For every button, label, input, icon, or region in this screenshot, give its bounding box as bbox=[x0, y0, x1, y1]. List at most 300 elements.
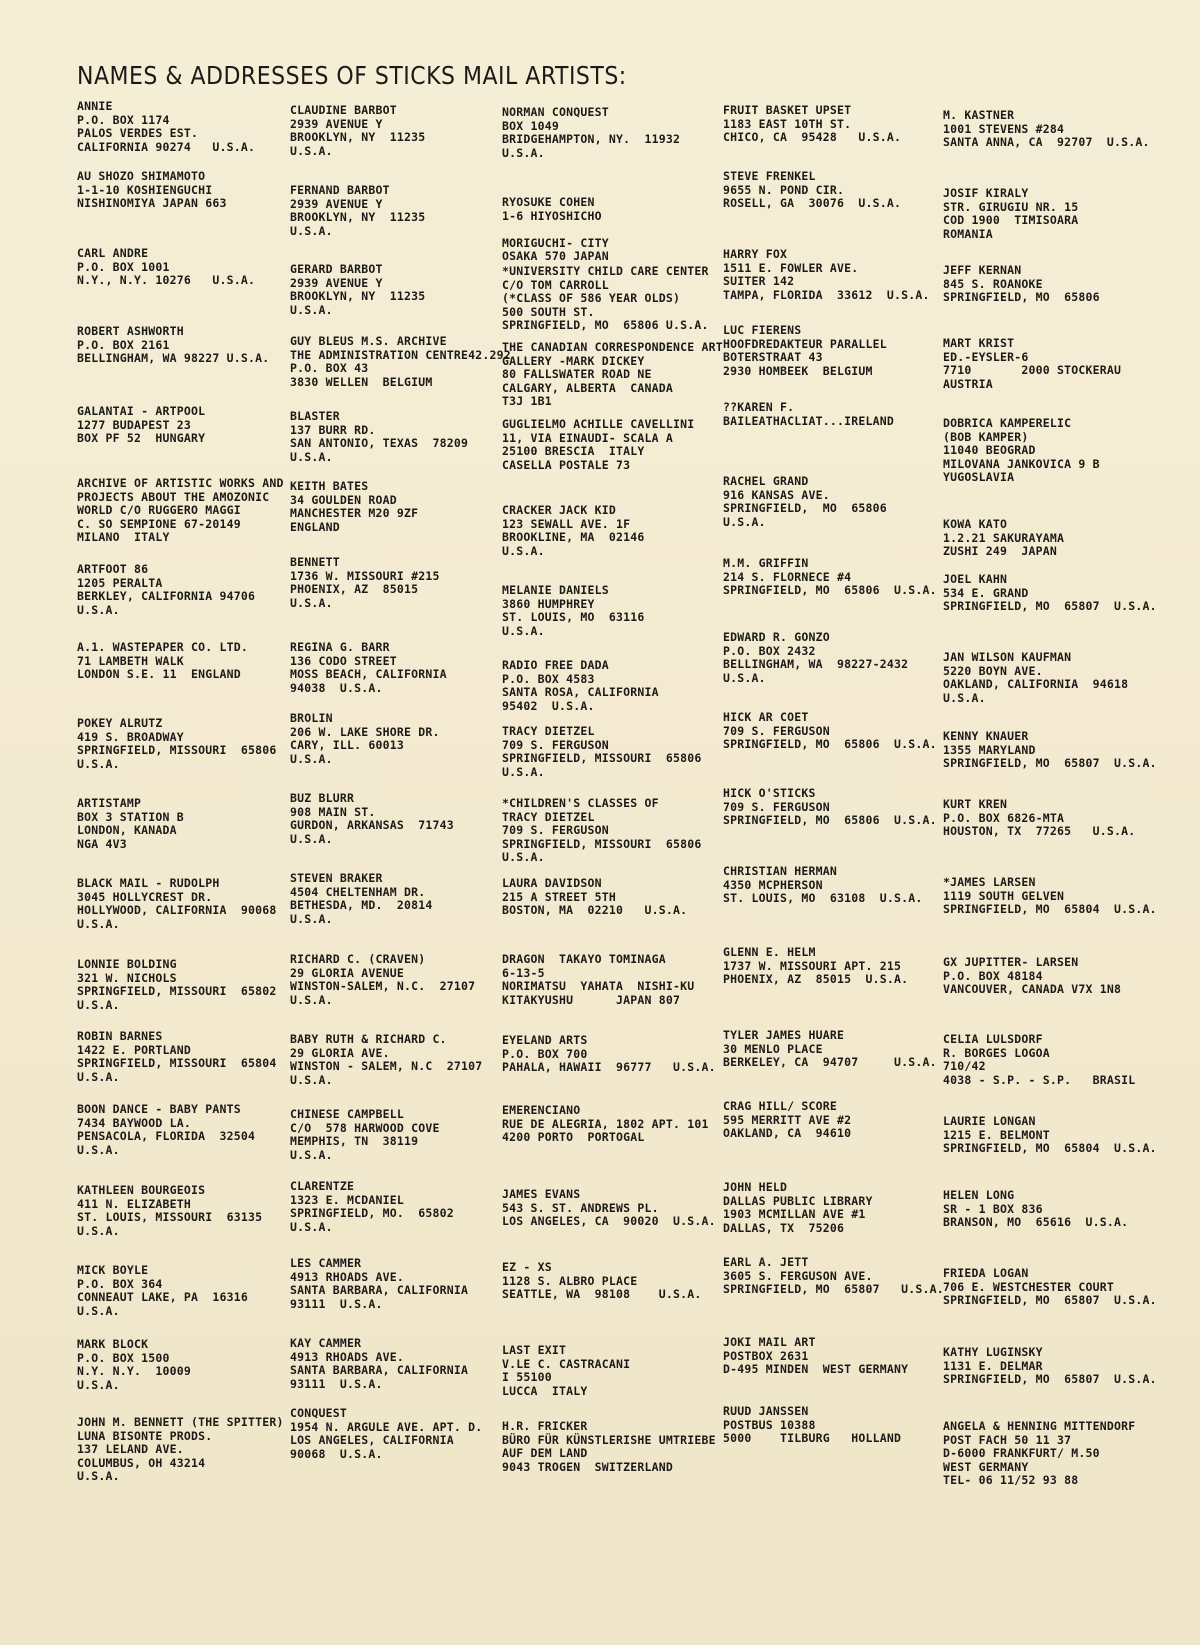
address-entry bbox=[502, 504, 644, 558]
entry-address-line: 5000 TILBURG HOLLAND bbox=[723, 1431, 902, 1445]
entry-name: GALANTAI - ARTPOOL bbox=[77, 404, 206, 418]
entry-name: HICK AR COET bbox=[723, 710, 809, 724]
entry-address-line: BETHESDA, MD. 20814 bbox=[290, 898, 433, 912]
entry-name: HARRY FOX bbox=[723, 247, 788, 261]
entry-address-line: 1128 S. ALBRO PLACE bbox=[502, 1273, 638, 1288]
entry-address-line: 80 FALLSWATER ROAD NE bbox=[502, 367, 652, 381]
entry-name: KATHY LUGINSKY bbox=[943, 1345, 1043, 1359]
entry-address-line: SPRINGFIELD, MO 65806 bbox=[723, 501, 887, 515]
entry-address-line: BOSTON, MA 02210 U.S.A. bbox=[502, 903, 688, 917]
entry-address-line: 29 GLORIA AVE. bbox=[290, 1045, 390, 1060]
entry-name: CARL ANDRE bbox=[77, 246, 149, 260]
entry-address-line: U.S.A. bbox=[290, 1147, 333, 1162]
entry-address-line: 93111 U.S.A. bbox=[290, 1296, 383, 1311]
entry-name: MARK BLOCK bbox=[77, 1337, 149, 1351]
address-entry bbox=[290, 792, 454, 846]
entry-address-line: GALLERY -MARK DICKEY bbox=[502, 353, 645, 368]
entry-address-line: MEMPHIS, TN 38119 bbox=[290, 1134, 419, 1148]
entry-address-line: 5220 BOYN AVE. bbox=[943, 663, 1043, 678]
entry-address-line: 1-1-10 KOSHIENGUCHI bbox=[77, 182, 213, 197]
entry-address-line: SPRINGFIELD, MISSOURI 65806 bbox=[502, 836, 702, 851]
entry-address-line: (BOB KAMPER) bbox=[943, 429, 1029, 444]
address-entry bbox=[723, 170, 901, 211]
entry-address-line: 1737 W. MISSOURI APT. 215 bbox=[723, 958, 902, 973]
entry-name: BOON DANCE - BABY PANTS bbox=[77, 1102, 241, 1116]
entry-address-line: ROSELL, GA 30076 U.S.A. bbox=[723, 196, 902, 210]
address-entry bbox=[943, 1115, 1157, 1156]
entry-address-line: 500 SOUTH ST. bbox=[502, 304, 595, 319]
entry-name: FRIEDA LOGAN bbox=[943, 1266, 1029, 1280]
entry-address-line: 1131 E. DELMAR bbox=[943, 1358, 1043, 1373]
entry-address-line: 709 S. FERGUSON bbox=[723, 723, 830, 738]
address-entry bbox=[290, 184, 425, 238]
entry-name: CELIA LULSDORF bbox=[943, 1032, 1043, 1046]
address-entry bbox=[77, 170, 227, 211]
address-entry bbox=[290, 480, 418, 534]
entry-name: DRAGON TAKAYO TOMINAGA bbox=[502, 952, 666, 966]
address-entry bbox=[943, 1346, 1157, 1387]
entry-address-line: SPRINGFIELD, MO 65807 U.S.A. bbox=[943, 756, 1157, 770]
entry-address-line: I 55100 bbox=[502, 1370, 552, 1384]
address-entry bbox=[502, 659, 659, 713]
entry-address-line: U.S.A. bbox=[77, 1223, 120, 1238]
address-column-2 bbox=[290, 100, 511, 1640]
entry-address-line: C. SO SEMPIONE 67-20149 bbox=[77, 516, 241, 531]
entry-name: BLACK MAIL - RUDOLPH bbox=[77, 876, 220, 890]
entry-address-line: 709 S. FERGUSON bbox=[723, 799, 830, 814]
entry-address-line: U.S.A. bbox=[723, 514, 766, 529]
entry-address-line: SR - 1 BOX 836 bbox=[943, 1201, 1043, 1216]
entry-address-line: U.S.A. bbox=[77, 997, 120, 1012]
entry-name: JOHN HELD bbox=[723, 1180, 788, 1194]
entry-address-line: BAILEATHACLIAT...IRELAND bbox=[723, 413, 894, 428]
entry-address-line: HOUSTON, TX 77265 U.S.A. bbox=[943, 824, 1136, 838]
entry-name: ARTFOOT 86 bbox=[77, 562, 149, 576]
entry-name: M.M. GRIFFIN bbox=[723, 556, 809, 570]
entry-address-line: SPRINGFIELD, MO 65806 U.S.A. bbox=[723, 813, 937, 827]
entry-address-line: U.S.A. bbox=[290, 1219, 333, 1234]
address-column-5 bbox=[943, 100, 1157, 1640]
address-entry bbox=[290, 1257, 468, 1311]
entry-address-line: CASELLA POSTALE 73 bbox=[502, 457, 631, 472]
entry-address-line: YUGOSLAVIA bbox=[943, 470, 1015, 484]
entry-address-line: LONDON S.E. 11 ENGLAND bbox=[77, 667, 241, 681]
entry-address-line: P.O. BOX 48184 bbox=[943, 968, 1043, 983]
entry-address-line: SEATTLE, WA 98108 U.S.A. bbox=[502, 1287, 702, 1301]
entry-address-line: 845 S. ROANOKE bbox=[943, 276, 1043, 291]
address-entry bbox=[290, 1180, 454, 1234]
entry-address-line: 3045 HOLLYCREST DR. bbox=[77, 889, 213, 904]
address-entry bbox=[943, 264, 1100, 305]
entry-address-line: U.S.A. bbox=[290, 831, 333, 846]
entry-address-line: 1511 E. FOWLER AVE. bbox=[723, 260, 859, 275]
entry-name: ANGELA & HENNING MITTENDORF bbox=[943, 1419, 1136, 1433]
address-entry bbox=[77, 877, 276, 931]
address-entry bbox=[502, 341, 723, 409]
entry-address-line: P.O. BOX 1174 bbox=[77, 112, 170, 127]
entry-name: HELEN LONG bbox=[943, 1188, 1015, 1202]
entry-address-line: SANTA ROSA, CALIFORNIA bbox=[502, 685, 659, 699]
address-entry bbox=[77, 1416, 284, 1484]
entry-address-line: 411 N. ELIZABETH bbox=[77, 1196, 191, 1211]
address-entry bbox=[290, 872, 432, 926]
entry-address-line: 1205 PERALTA bbox=[77, 575, 163, 590]
entry-address-line: SPRINGFIELD, MO 65807 U.S.A. bbox=[723, 1282, 944, 1296]
entry-address-line: 1277 BUDAPEST 23 bbox=[77, 417, 191, 432]
entry-address-line: U.S.A. bbox=[290, 143, 333, 158]
address-entry bbox=[723, 324, 887, 378]
entry-name: LAURA DAVIDSON bbox=[502, 876, 602, 890]
entry-address-line: LUNA BISONTE PRODS. bbox=[77, 1428, 213, 1443]
entry-name: HICK O'STICKS bbox=[723, 786, 816, 800]
entry-address-line: 9655 N. POND CIR. bbox=[723, 182, 845, 197]
entry-address-line: CARY, ILL. 60013 bbox=[290, 738, 404, 752]
address-entry bbox=[723, 865, 922, 906]
entry-address-line: ST. LOUIS, MISSOURI 63135 bbox=[77, 1210, 263, 1224]
entry-name: GUGLIELMO ACHILLE CAVELLINI bbox=[502, 417, 695, 431]
entry-name: MICK BOYLE bbox=[77, 1263, 149, 1277]
address-entry bbox=[723, 248, 930, 302]
entry-address-line: P.O. BOX 364 bbox=[77, 1276, 163, 1291]
entry-address-line: U.S.A. bbox=[77, 1469, 120, 1483]
entry-address-line: 2939 AVENUE Y bbox=[290, 116, 383, 131]
entry-address-line: 710/42 bbox=[943, 1059, 986, 1073]
entry-address-line: DALLAS, TX 75206 bbox=[723, 1220, 845, 1235]
entry-name: CRACKER JACK KID bbox=[502, 503, 616, 517]
address-entry bbox=[943, 1420, 1135, 1488]
entry-address-line: BOX PF 52 HUNGARY bbox=[77, 431, 206, 445]
entry-address-line: T3J 1B1 bbox=[502, 394, 552, 408]
entry-address-line: PAHALA, HAWAII 96777 U.S.A. bbox=[502, 1060, 716, 1074]
address-entry bbox=[723, 1336, 908, 1377]
entry-address-line: CALGARY, ALBERTA CANADA bbox=[502, 380, 673, 395]
entry-address-line: SPRINGFIELD, MO. 65802 bbox=[290, 1206, 454, 1220]
entry-name: LES CAMMER bbox=[290, 1256, 362, 1270]
entry-address-line: 25100 BRESCIA ITALY bbox=[502, 444, 645, 458]
entry-address-line: 3605 S. FERGUSON AVE. bbox=[723, 1268, 873, 1283]
entry-name: JEFF KERNAN bbox=[943, 263, 1022, 277]
entry-name: MELANIE DANIELS bbox=[502, 583, 609, 597]
page-title: NAMES & ADDRESSES OF STICKS MAIL ARTISTS: bbox=[77, 62, 627, 91]
entry-address-line: SPRINGFIELD, MO 65804 U.S.A. bbox=[943, 1141, 1157, 1155]
entry-address-line: U.S.A. bbox=[77, 1303, 120, 1318]
entry-name: *JAMES LARSEN bbox=[943, 875, 1036, 889]
address-column-4 bbox=[723, 100, 944, 1640]
entry-address-line: 90068 U.S.A. bbox=[290, 1446, 383, 1461]
entry-address-line: MILOVANA JANKOVICA 9 B bbox=[943, 456, 1100, 471]
entry-address-line: N.Y. N.Y. 10009 bbox=[77, 1364, 191, 1378]
entry-address-line: LOS ANGELES, CALIFORNIA bbox=[290, 1433, 454, 1447]
entry-name: GLENN E. HELM bbox=[723, 945, 816, 959]
entry-name: RADIO FREE DADA bbox=[502, 658, 609, 672]
entry-address-line: BOX 3 STATION B bbox=[77, 809, 184, 824]
entry-name: LONNIE BOLDING bbox=[77, 957, 177, 971]
entry-address-line: 2939 AVENUE Y bbox=[290, 196, 383, 211]
entry-address-line: POST FACH 50 11 37 bbox=[943, 1432, 1072, 1447]
entry-address-line: P.O. BOX 700 bbox=[502, 1046, 588, 1061]
entry-address-line: OSAKA 570 JAPAN bbox=[502, 249, 609, 263]
entry-address-line: U.S.A. bbox=[502, 543, 545, 558]
entry-address-line: P.O. BOX 1001 bbox=[77, 259, 170, 274]
entry-name: BABY RUTH & RICHARD C. bbox=[290, 1032, 447, 1046]
entry-address-line: 11040 BEOGRAD bbox=[943, 443, 1036, 457]
entry-address-line: 93111 U.S.A. bbox=[290, 1376, 383, 1391]
entry-address-line: SPRINGFIELD, MISSOURI 65806 bbox=[502, 751, 702, 765]
entry-address-line: 30 MENLO PLACE bbox=[723, 1041, 823, 1056]
entry-address-line: AUF DEM LAND bbox=[502, 1446, 588, 1460]
address-entry bbox=[502, 584, 644, 638]
entry-address-line: BROOKLINE, MA 02146 bbox=[502, 530, 645, 544]
entry-address-line: U.S.A. bbox=[502, 145, 545, 160]
entry-name: JAN WILSON KAUFMAN bbox=[943, 650, 1072, 664]
entry-address-line: 9043 TROGEN SWITZERLAND bbox=[502, 1459, 673, 1474]
address-entry bbox=[290, 1108, 440, 1162]
entry-address-line: P.O. BOX 2432 bbox=[723, 643, 816, 658]
entry-address-line: VANCOUVER, CANADA V7X 1N8 bbox=[943, 982, 1122, 996]
address-entry bbox=[723, 711, 937, 752]
entry-name: A.1. WASTEPAPER CO. LTD. bbox=[77, 640, 248, 654]
entry-address-line: PALOS VERDES EST. bbox=[77, 126, 199, 140]
entry-address-line: 34 GOULDEN ROAD bbox=[290, 492, 397, 507]
entry-address-line: KITAKYUSHU JAPAN 807 bbox=[502, 992, 681, 1007]
entry-address-line: SPRINGFIELD, MO 65807 U.S.A. bbox=[943, 1372, 1157, 1386]
entry-address-line: U.S.A. bbox=[77, 1377, 120, 1392]
entry-address-line: C/O TOM CARROLL bbox=[502, 277, 609, 292]
address-entry bbox=[723, 104, 901, 145]
address-entry bbox=[502, 1420, 716, 1474]
entry-address-line: 71 LAMBETH WALK bbox=[77, 653, 184, 668]
entry-name: JOKI MAIL ART bbox=[723, 1335, 816, 1349]
entry-name: NORMAN CONQUEST bbox=[502, 105, 609, 119]
entry-address-line: 4200 PORTO PORTOGAL bbox=[502, 1130, 645, 1144]
entry-name: GX JUPITTER- LARSEN bbox=[943, 955, 1079, 969]
entry-name: EARL A. JETT bbox=[723, 1255, 809, 1269]
address-columns bbox=[77, 100, 1200, 1640]
entry-address-line: BELLINGHAM, WA 98227 U.S.A. bbox=[77, 351, 270, 365]
address-column-3 bbox=[502, 100, 723, 1640]
entry-address-line: POSTBUS 10388 bbox=[723, 1417, 816, 1432]
entry-address-line: TAMPA, FLORIDA 33612 U.S.A. bbox=[723, 287, 930, 302]
address-entry bbox=[502, 1188, 716, 1229]
entry-address-line: 1355 MARYLAND bbox=[943, 742, 1036, 757]
entry-address-line: P.O. BOX 1500 bbox=[77, 1350, 170, 1365]
address-entry bbox=[723, 475, 887, 529]
address-entry bbox=[943, 518, 1064, 559]
entry-address-line: U.S.A. bbox=[943, 690, 986, 705]
address-entry bbox=[502, 196, 609, 264]
entry-address-line: SUITER 142 bbox=[723, 274, 795, 288]
entry-address-line: SPRINGFIELD, MO 65804 U.S.A. bbox=[943, 902, 1157, 916]
entry-address-line: 1183 EAST 10TH ST. bbox=[723, 116, 852, 131]
address-entry bbox=[77, 641, 248, 682]
entry-address-line: 137 BURR RD. bbox=[290, 422, 376, 437]
entry-name: ARTISTAMP bbox=[77, 796, 142, 810]
entry-name: JOHN M. BENNETT (THE SPITTER) bbox=[77, 1415, 284, 1429]
entry-name: JOSIF KIRALY bbox=[943, 186, 1029, 200]
entry-address-line: U.S.A. bbox=[77, 756, 120, 771]
entry-address-line: 4913 RHOADS AVE. bbox=[290, 1269, 404, 1284]
address-entry bbox=[943, 573, 1157, 614]
address-entry bbox=[502, 725, 701, 779]
entry-name: RUUD JANSSEN bbox=[723, 1404, 809, 1418]
entry-address-line: BOX 1049 bbox=[502, 118, 559, 133]
entry-address-line: 3860 HUMPHREY bbox=[502, 596, 595, 611]
entry-address-line: 1001 STEVENS #284 bbox=[943, 121, 1065, 136]
entry-address-line: OAKLAND, CALIFORNIA 94618 bbox=[943, 677, 1129, 691]
entry-address-line: SANTA BARBARA, CALIFORNIA bbox=[290, 1363, 469, 1377]
address-entry bbox=[502, 1344, 630, 1398]
entry-address-line: BRIDGEHAMPTON, NY. 11932 bbox=[502, 132, 681, 146]
entry-name: DOBRICA KAMPERELIC bbox=[943, 416, 1072, 430]
entry-address-line: 2930 HOMBEEK BELGIUM bbox=[723, 363, 873, 378]
entry-name: KAY CAMMER bbox=[290, 1336, 362, 1350]
address-entry bbox=[723, 1181, 873, 1235]
entry-name: FRUIT BASKET UPSET bbox=[723, 103, 852, 117]
entry-address-line: SPRINGFIELD, MO 65807 U.S.A. bbox=[943, 1293, 1157, 1307]
address-entry bbox=[77, 100, 255, 154]
entry-address-line: SANTA ANNA, CA 92707 U.S.A. bbox=[943, 135, 1150, 149]
entry-name: LUC FIERENS bbox=[723, 323, 802, 337]
entry-address-line: BRANSON, MO 65616 U.S.A. bbox=[943, 1215, 1129, 1229]
entry-name: ??KAREN F. bbox=[723, 400, 795, 414]
entry-name: EMERENCIANO bbox=[502, 1103, 581, 1117]
entry-address-line: U.S.A. bbox=[290, 449, 333, 464]
address-entry bbox=[290, 641, 447, 695]
entry-address-line: POSTBOX 2631 bbox=[723, 1348, 809, 1363]
entry-name: JOEL KAHN bbox=[943, 572, 1008, 586]
entry-address-line: U.S.A. bbox=[77, 1069, 120, 1084]
entry-address-line: OAKLAND, CA 94610 bbox=[723, 1126, 852, 1140]
entry-address-line: N.Y., N.Y. 10276 U.S.A. bbox=[77, 273, 256, 287]
entry-address-line: MORIGUCHI- CITY bbox=[502, 235, 609, 250]
entry-address-line: ST. LOUIS, MO 63116 bbox=[502, 610, 645, 624]
address-entry bbox=[943, 1033, 1135, 1087]
entry-address-line: 11, VIA EINAUDI- SCALA A bbox=[502, 430, 673, 445]
entry-address-line: SPRINGFIELD, MO 65807 U.S.A. bbox=[943, 599, 1157, 613]
entry-name: KATHLEEN BOURGEOIS bbox=[77, 1183, 206, 1197]
entry-address-line: CONNEAUT LAKE, PA 16316 bbox=[77, 1290, 248, 1304]
entry-address-line: 2939 AVENUE Y bbox=[290, 275, 383, 290]
entry-address-line: U.S.A. bbox=[290, 595, 333, 610]
entry-address-line: PHOENIX, AZ 85015 bbox=[290, 582, 419, 596]
entry-address-line: RUE DE ALEGRIA, 1802 APT. 101 bbox=[502, 1116, 709, 1131]
entry-name: EDWARD R. GONZO bbox=[723, 630, 830, 644]
entry-address-line: GURDON, ARKANSAS 71743 bbox=[290, 818, 454, 832]
entry-address-line: SPRINGFIELD, MISSOURI 65804 bbox=[77, 1056, 277, 1070]
address-entry bbox=[502, 953, 694, 1007]
address-entry bbox=[723, 631, 908, 685]
entry-address-line: U.S.A. bbox=[723, 670, 766, 685]
address-entry bbox=[77, 477, 284, 545]
entry-address-line: MANCHESTER M20 9ZF bbox=[290, 506, 419, 520]
entry-name: REGINA G. BARR bbox=[290, 640, 390, 654]
entry-address-line: MOSS BEACH, CALIFORNIA bbox=[290, 667, 447, 681]
address-entry bbox=[290, 1033, 482, 1087]
entry-address-line: U.S.A. bbox=[502, 764, 545, 779]
entry-address-line: CHICO, CA 95428 U.S.A. bbox=[723, 130, 902, 144]
entry-address-line: 1422 E. PORTLAND bbox=[77, 1042, 191, 1057]
address-entry bbox=[943, 417, 1100, 485]
entry-address-line: COD 1900 TIMISOARA bbox=[943, 213, 1079, 227]
address-entry bbox=[77, 1030, 276, 1084]
entry-address-line: P.O. BOX 43 bbox=[290, 361, 369, 375]
entry-address-line: PHOENIX, AZ 85015 U.S.A. bbox=[723, 972, 909, 986]
address-entry bbox=[290, 712, 440, 766]
entry-address-line: U.S.A. bbox=[290, 302, 333, 317]
entry-address-line: LOS ANGELES, CA 90020 U.S.A. bbox=[502, 1214, 716, 1228]
entry-name: M. KASTNER bbox=[943, 108, 1015, 122]
entry-address-line: (*CLASS OF 586 YEAR OLDS) bbox=[502, 291, 681, 305]
entry-address-line: 94038 U.S.A. bbox=[290, 680, 383, 695]
entry-address-line: U.S.A. bbox=[77, 1142, 120, 1157]
entry-name: CLARENTZE bbox=[290, 1179, 355, 1193]
entry-name: KENNY KNAUER bbox=[943, 729, 1029, 743]
entry-address-line: 709 S. FERGUSON bbox=[502, 823, 609, 837]
address-entry bbox=[943, 798, 1135, 839]
entry-name: *UNIVERSITY CHILD CARE CENTER bbox=[502, 264, 709, 278]
entry-name: CHINESE CAMPBELL bbox=[290, 1107, 404, 1121]
address-entry bbox=[502, 797, 701, 865]
entry-name: ROBERT ASHWORTH bbox=[77, 324, 184, 338]
address-entry bbox=[502, 106, 680, 160]
address-entry bbox=[943, 337, 1121, 391]
entry-address-line: U.S.A. bbox=[290, 911, 333, 926]
entry-name: KOWA KATO bbox=[943, 517, 1008, 531]
address-entry bbox=[943, 956, 1121, 997]
address-entry bbox=[77, 563, 255, 617]
entry-address-line: 1215 E. BELMONT bbox=[943, 1127, 1050, 1142]
entry-address-line: AUSTRIA bbox=[943, 376, 993, 391]
address-entry bbox=[723, 946, 908, 987]
entry-address-line: TRACY DIETZEL bbox=[502, 809, 595, 824]
entry-name: BUZ BLURR bbox=[290, 791, 355, 805]
entry-address-line: BROOKLYN, NY 11235 bbox=[290, 130, 426, 144]
address-entry bbox=[290, 335, 511, 389]
entry-address-line: ST. LOUIS, MO 63108 U.S.A. bbox=[723, 891, 923, 905]
entry-address-line: DALLAS PUBLIC LIBRARY bbox=[723, 1193, 873, 1208]
address-entry bbox=[502, 1104, 709, 1145]
entry-address-line: SPRINGFIELD, MO 65806 U.S.A. bbox=[723, 583, 937, 597]
entry-address-line: THE ADMINISTRATION CENTRE42.292 bbox=[290, 347, 511, 362]
address-entry bbox=[77, 405, 205, 446]
entry-address-line: SPRINGFIELD, MISSOURI 65806 bbox=[77, 743, 277, 757]
entry-address-line: COLUMBUS, OH 43214 bbox=[77, 1455, 206, 1470]
entry-address-line: WORLD C/O RUGGERO MAGGI bbox=[77, 503, 241, 517]
address-entry bbox=[290, 1407, 482, 1461]
entry-address-line: NISHINOMIYA JAPAN 663 bbox=[77, 196, 227, 210]
entry-address-line: HOOFDREDAKTEUR PARALLEL bbox=[723, 336, 887, 351]
entry-address-line: SANTA BARBARA, CALIFORNIA bbox=[290, 1283, 469, 1297]
entry-address-line: 543 S. ST. ANDREWS PL. bbox=[502, 1200, 659, 1215]
address-entry bbox=[77, 325, 269, 366]
entry-address-line: LUCCA ITALY bbox=[502, 1383, 588, 1398]
entry-address-line: BOTERSTRAAT 43 bbox=[723, 350, 823, 364]
address-entry bbox=[290, 1337, 468, 1391]
entry-address-line: ZUSHI 249 JAPAN bbox=[943, 544, 1057, 558]
entry-address-line: BROOKLYN, NY 11235 bbox=[290, 210, 426, 224]
entry-name: ARCHIVE OF ARTISTIC WORKS AND bbox=[77, 476, 284, 490]
entry-address-line: 4350 MCPHERSON bbox=[723, 877, 823, 892]
address-entry bbox=[77, 1264, 248, 1318]
entry-address-line: 4038 - S.P. - S.P. BRASIL bbox=[943, 1072, 1136, 1087]
address-entry bbox=[290, 104, 425, 158]
entry-address-line: 1.2.21 SAKURAYAMA bbox=[943, 530, 1065, 545]
address-entry bbox=[943, 109, 1150, 150]
entry-address-line: BERKLEY, CALIFORNIA 94706 bbox=[77, 589, 256, 603]
entry-address-line: 1119 SOUTH GELVEN bbox=[943, 888, 1065, 903]
address-entry bbox=[723, 401, 894, 428]
entry-address-line: U.S.A. bbox=[290, 992, 333, 1007]
